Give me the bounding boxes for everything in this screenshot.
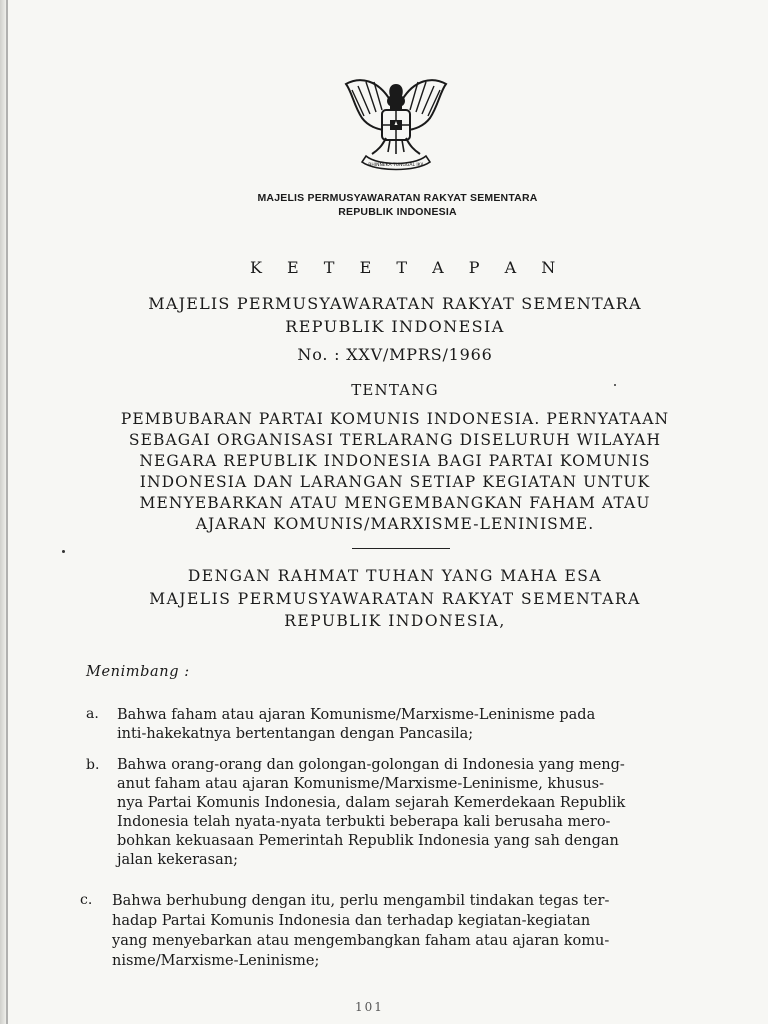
- item-b-line-1: Bahwa orang-orang dan golongan-golongan di Indonesia yang meng-: [117, 757, 625, 773]
- considering-heading: Menimbang :: [86, 664, 190, 680]
- item-a-line-2: inti-hakekatnya bertentangan dengan Pancasila;: [117, 726, 474, 742]
- item-c-line-3: yang menyebarkan atau mengembangkan faham atau ajaran komu-: [112, 933, 610, 949]
- scan-speck: [614, 384, 616, 386]
- item-c-line-4: nisme/Marxisme-Leninisme;: [112, 953, 320, 969]
- item-letter-b: b.: [86, 757, 100, 773]
- item-letter-c: c.: [80, 892, 93, 908]
- subject-line-1: PEMBUBARAN PARTAI KOMUNIS INDONESIA. PERNYATAAN: [120, 410, 670, 428]
- subject-line-5: MENYEBARKAN ATAU MENGEMBANGKAN FAHAM ATAU: [139, 494, 651, 512]
- item-b-line-5: bohkan kekuasaan Pemerintah Republik Indonesia yang sah dengan: [117, 833, 619, 849]
- subject-line-2: SEBAGAI ORGANISASI TERLARANG DISELURUH WILAYAH: [128, 431, 662, 449]
- invocation-line-3: REPUBLIK INDONESIA,: [284, 612, 506, 630]
- subject-line-6: AJARAN KOMUNIS/MARXISME-LENINISME.: [195, 515, 595, 533]
- item-c-line-1: Bahwa berhubung dengan itu, perlu mengambil tindakan tegas ter-: [112, 893, 610, 909]
- subject-line-4: INDONESIA DAN LARANGAN SETIAP KEGIATAN UNTUK: [139, 473, 651, 491]
- tentang-heading: TENTANG: [351, 381, 439, 399]
- subject-line-3: NEGARA REPUBLIK INDONESIA BAGI PARTAI KOMUNIS: [139, 452, 651, 470]
- garuda-pancasila-emblem-icon: [338, 70, 454, 174]
- page-edge-line: [6, 0, 8, 1024]
- institution-name-line1: MAJELIS PERMUSYAWARATAN RAKYAT SEMENTARA: [257, 192, 538, 204]
- item-c-line-2: hadap Partai Komunis Indonesia dan terhadap kegiatan-kegiatan: [112, 913, 591, 929]
- item-b-line-3: nya Partai Komunis Indonesia, dalam sejarah Kemerdekaan Republik: [117, 795, 626, 811]
- item-b-line-2: anut faham atau ajaran Komunisme/Marxisme-Leninisme, khusus-: [117, 776, 605, 792]
- item-a-line-1: Bahwa faham atau ajaran Komunisme/Marxisme-Leninisme pada: [117, 707, 596, 723]
- item-b-line-4: Indonesia telah nyata-nyata terbukti beberapa kali berusaha mero-: [117, 814, 611, 830]
- scan-speck: [62, 550, 65, 553]
- document-type-heading: K E T E T A P A N: [250, 258, 566, 277]
- institution-name-line2: REPUBLIK INDONESIA: [338, 206, 457, 218]
- document-title-line1: MAJELIS PERMUSYAWARATAN RAKYAT SEMENTARA: [148, 294, 642, 313]
- item-b-line-6: jalan kekerasan;: [117, 852, 238, 868]
- decree-number: No. : XXV/MPRS/1966: [297, 345, 493, 364]
- invocation-line-1: DENGAN RAHMAT TUHAN YANG MAHA ESA: [187, 567, 603, 585]
- emblem-motto: BHINNEKA TUNGGAL IKA: [368, 163, 424, 168]
- section-divider: [352, 548, 450, 549]
- page-number: 101: [355, 1000, 384, 1014]
- invocation-line-2: MAJELIS PERMUSYAWARATAN RAKYAT SEMENTARA: [149, 590, 641, 608]
- document-title-line2: REPUBLIK INDONESIA: [285, 317, 505, 336]
- item-letter-a: a.: [86, 706, 99, 722]
